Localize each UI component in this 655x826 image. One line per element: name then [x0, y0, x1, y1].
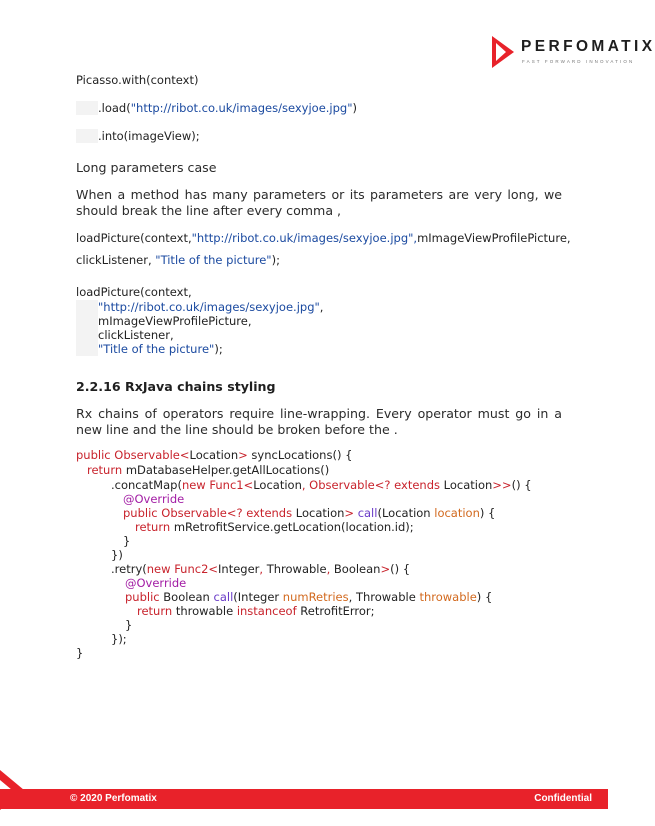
code-string: "http://ribot.co.uk/images/sexyjoe.jpg": [98, 300, 320, 314]
code-text: loadPicture(context,: [76, 231, 192, 245]
code-line: [76, 129, 200, 143]
code-line: return mRetrofitService.getLocation(location.id);: [135, 520, 414, 534]
code-text: mImageViewProfilePicture,: [98, 314, 252, 328]
code-line: [76, 328, 174, 342]
code-text: Picasso.with(context): [76, 73, 199, 87]
code-line: [125, 576, 186, 590]
code-text: );: [271, 253, 280, 267]
code-line: [76, 231, 571, 245]
code-line: [76, 73, 198, 87]
paragraph-long-params: When a method has many parameters or its parameters are very long, we should break the line after every comma ,: [76, 187, 562, 218]
code-text: );: [214, 342, 223, 356]
code-line: }: [125, 618, 133, 632]
annotation-override: @Override: [123, 492, 185, 506]
code-string: "Title of the picture": [98, 342, 215, 356]
code-line: public Observable<? extends Location> call(Location location) {: [123, 506, 496, 520]
code-text: ,: [319, 300, 324, 314]
code-line: }: [76, 646, 84, 660]
code-text: loadPicture(context,: [76, 285, 192, 299]
code-line: .retry(new Func2<Integer, Throwable, Boolean>() {: [111, 562, 411, 576]
code-string: "http://ribot.co.uk/images/sexyjoe.jpg": [130, 101, 353, 115]
perfomatix-logo-mark-icon: [489, 34, 517, 70]
brand-tagline: FAST FORWARD INNOVATION: [522, 59, 635, 64]
code-line: .concatMap(new Func1<Location, Observable<? extends Location>>() {: [111, 478, 532, 492]
code-line: }): [111, 548, 123, 562]
code-line: }: [123, 534, 131, 548]
code-line: });: [111, 632, 127, 646]
code-line: [123, 492, 184, 506]
perfomatix-logo: [489, 34, 655, 74]
code-line: [76, 253, 280, 267]
code-line: [76, 101, 357, 115]
code-line: public Observable<Location> syncLocations() {: [76, 448, 353, 462]
code-line: [76, 285, 192, 299]
code-text: .into(imageView);: [98, 129, 200, 143]
code-string: "http://ribot.co.uk/images/sexyjoe.jpg",: [191, 231, 418, 245]
brand-name: PERFOMATIX: [521, 38, 655, 55]
code-line: return mDatabaseHelper.getAllLocations(): [87, 463, 330, 477]
code-text: clickListener,: [76, 253, 152, 267]
code-string: "Title of the picture": [155, 253, 272, 267]
annotation-override: @Override: [125, 576, 187, 590]
section-heading-rxjava: 2.2.16 RxJava chains styling: [76, 379, 276, 394]
code-text: .load(: [98, 101, 131, 115]
code-line: [76, 300, 323, 314]
footer-bar: [0, 789, 608, 809]
code-line: [76, 314, 251, 328]
section-title-long-params: Long parameters case: [76, 160, 217, 175]
footer-confidential: Confidential: [534, 793, 592, 804]
code-line: return throwable instanceof RetrofitError;: [137, 604, 375, 618]
code-text: ): [352, 101, 358, 115]
code-text: clickListener,: [98, 328, 174, 342]
code-text: mImageViewProfilePicture,: [417, 231, 571, 245]
paragraph-rxjava: Rx chains of operators require line-wrapping. Every operator must go in a new line and the line should be broken before the .: [76, 406, 562, 437]
footer-copyright: © 2020 Perfomatix: [70, 793, 157, 804]
code-line: public Boolean call(Integer numRetries, Throwable throwable) {: [125, 590, 493, 604]
code-line: [76, 342, 223, 356]
